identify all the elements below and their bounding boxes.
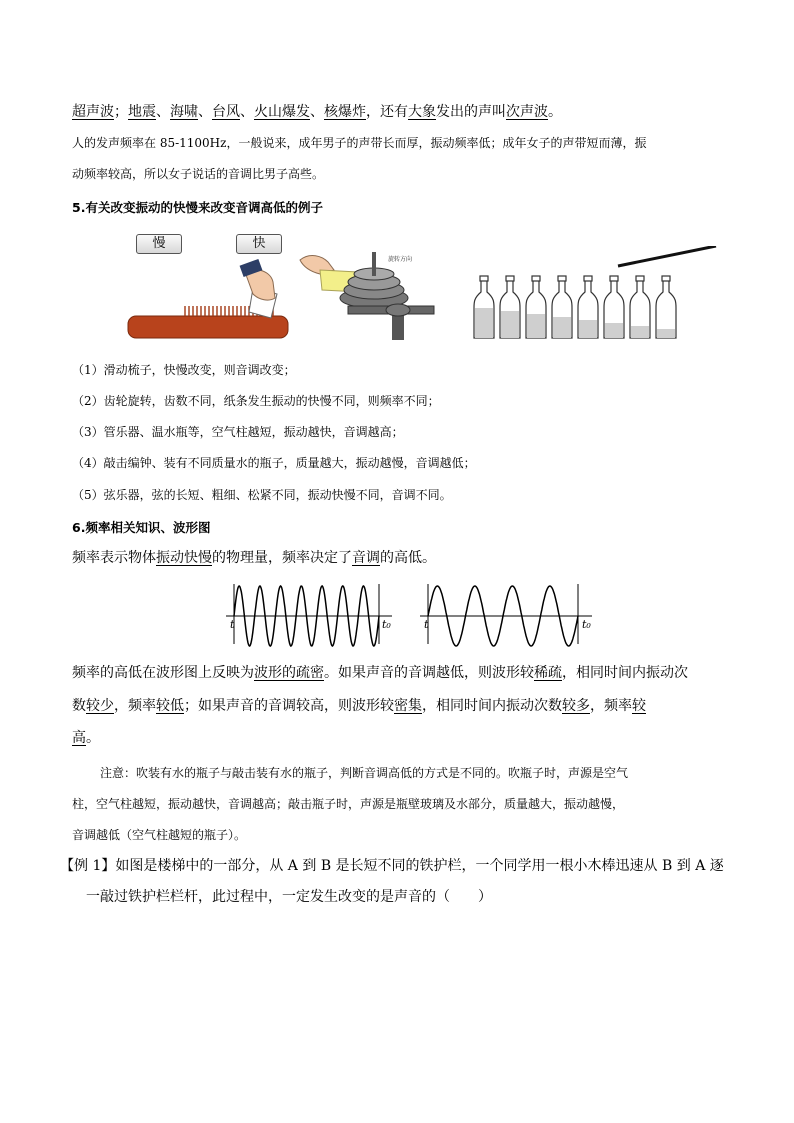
note-line3: 音调越低（空气柱越短的瓶子）。 bbox=[72, 828, 247, 842]
blank-nuclear: 核爆炸 bbox=[324, 104, 366, 120]
blank-typhoon: 台风 bbox=[212, 104, 240, 120]
bottle-water bbox=[605, 323, 623, 338]
bottle-water bbox=[527, 314, 545, 338]
bottle-water bbox=[501, 311, 519, 338]
blank-vibration-speed: 振动快慢 bbox=[156, 550, 212, 566]
para-voice-line2: 动频率较高，所以女子说话的音调比男子高些。 bbox=[72, 167, 325, 181]
blank-higher-a: 较 bbox=[632, 698, 646, 714]
waveform-explain-1: 频率的高低在波形图上反映为波形的疏密。如果声音的音调越低，则波形较稀疏，相同时间内振动次 bbox=[72, 665, 688, 681]
bottles-figure bbox=[470, 246, 720, 342]
gear-caption: 旋转方向 bbox=[388, 256, 413, 263]
item-5: （5）弦乐器，弦的长短、粗细、松紧不同，振动快慢不同，音调不同。 bbox=[72, 488, 452, 502]
blank-fewer: 较少 bbox=[86, 698, 114, 714]
note-line2: 柱，空气柱越短，振动越快，音调越高；敲击瓶子时，声源是瓶壁玻璃及水部分，质量越大，振动越慢， bbox=[72, 797, 625, 811]
waveform-explain-3: 高。 bbox=[72, 730, 100, 746]
blank-sparse: 稀疏 bbox=[534, 665, 562, 681]
item-1: （1）滑动梳子，快慢改变，则音调改变； bbox=[72, 363, 296, 377]
item-4: （4）敲击编钟、装有不同质量水的瓶子，质量越大，振动越慢，音调越低； bbox=[72, 456, 476, 470]
bottle-cap bbox=[480, 276, 488, 281]
waveform-explain-2: 数较少，频率较低；如果声音的音调较高，则波形较密集，相同时间内振动次数较多，频率较 bbox=[72, 698, 646, 714]
para-voice-line1: 人的发声频率在 85-1100Hz，一般说来，成年男子的声带长而厚，振动频率低；成年女子的声带短而薄，振 bbox=[72, 136, 647, 150]
wave-high-t: t bbox=[230, 618, 235, 631]
comb-figure bbox=[125, 258, 295, 342]
line-infrasound: 超声波；地震、海啸、台风、火山爆发、核爆炸，还有大象发出的声叫次声波。 bbox=[72, 104, 562, 120]
example-1-line2: 一敲过铁护栏栏杆，此过程中，一定发生改变的是声音的（ ） bbox=[86, 889, 492, 905]
bottle-cap bbox=[558, 276, 566, 281]
item-2: （2）齿轮旋转，齿数不同，纸条发生振动的快慢不同，则频率不同； bbox=[72, 394, 440, 408]
blank-density: 波形的疏密 bbox=[254, 665, 324, 681]
label-slow: 慢 bbox=[136, 234, 182, 254]
bottle-water bbox=[553, 317, 571, 338]
section6-title: 6.频率相关知识、波形图 bbox=[72, 520, 211, 535]
blank-pitch: 音调 bbox=[352, 550, 380, 566]
bottle-cap bbox=[636, 276, 644, 281]
wave-low-t0: t₀ bbox=[582, 618, 591, 631]
blank-higher-b: 高 bbox=[72, 730, 86, 746]
example-1-line1: 【例 1】如图是楼梯中的一部分，从 A 到 B 是长短不同的铁护栏，一个同学用一根小木棒迅速从 B 到 A 逐 bbox=[60, 858, 724, 874]
bottle-water bbox=[631, 326, 649, 338]
blank-earthquake: 地震 bbox=[128, 104, 156, 120]
waveform-high bbox=[226, 578, 406, 648]
blank-more: 较多 bbox=[562, 698, 590, 714]
blank-tsunami: 海啸 bbox=[170, 104, 198, 120]
blank-infrasound: 次声波 bbox=[506, 104, 548, 120]
blank-ultrasound: 超声波 bbox=[72, 104, 114, 120]
blank-elephant: 大象 bbox=[408, 104, 436, 120]
section5-title: 5.有关改变振动的快慢来改变音调高低的例子 bbox=[72, 200, 323, 215]
wave-high-t0: t₀ bbox=[382, 618, 391, 631]
blank-lower: 较低 bbox=[156, 698, 184, 714]
bottle-water bbox=[579, 320, 597, 338]
note-line1: 注意：吹装有水的瓶子与敲击装有水的瓶子，判断音调高低的方式是不同的。吹瓶子时，声源是空气 bbox=[100, 766, 629, 780]
gear-figure bbox=[296, 248, 441, 342]
bottle-cap bbox=[506, 276, 514, 281]
bottle-cap bbox=[662, 276, 670, 281]
bottle-cap bbox=[610, 276, 618, 281]
item-3: （3）管乐器、温水瓶等，空气柱越短，振动越快，音调越高； bbox=[72, 425, 404, 439]
blank-volcano: 火山爆发 bbox=[254, 104, 310, 120]
bottle-cap bbox=[532, 276, 540, 281]
bottle-water bbox=[657, 329, 675, 338]
freq-definition: 频率表示物体振动快慢的物理量，频率决定了音调的高低。 bbox=[72, 550, 436, 566]
wave-low-t: t bbox=[424, 618, 429, 631]
bottle-water bbox=[475, 308, 493, 338]
bottle-cap bbox=[584, 276, 592, 281]
label-fast: 快 bbox=[236, 234, 282, 254]
waveform-low bbox=[420, 578, 610, 648]
blank-dense: 密集 bbox=[394, 698, 422, 714]
